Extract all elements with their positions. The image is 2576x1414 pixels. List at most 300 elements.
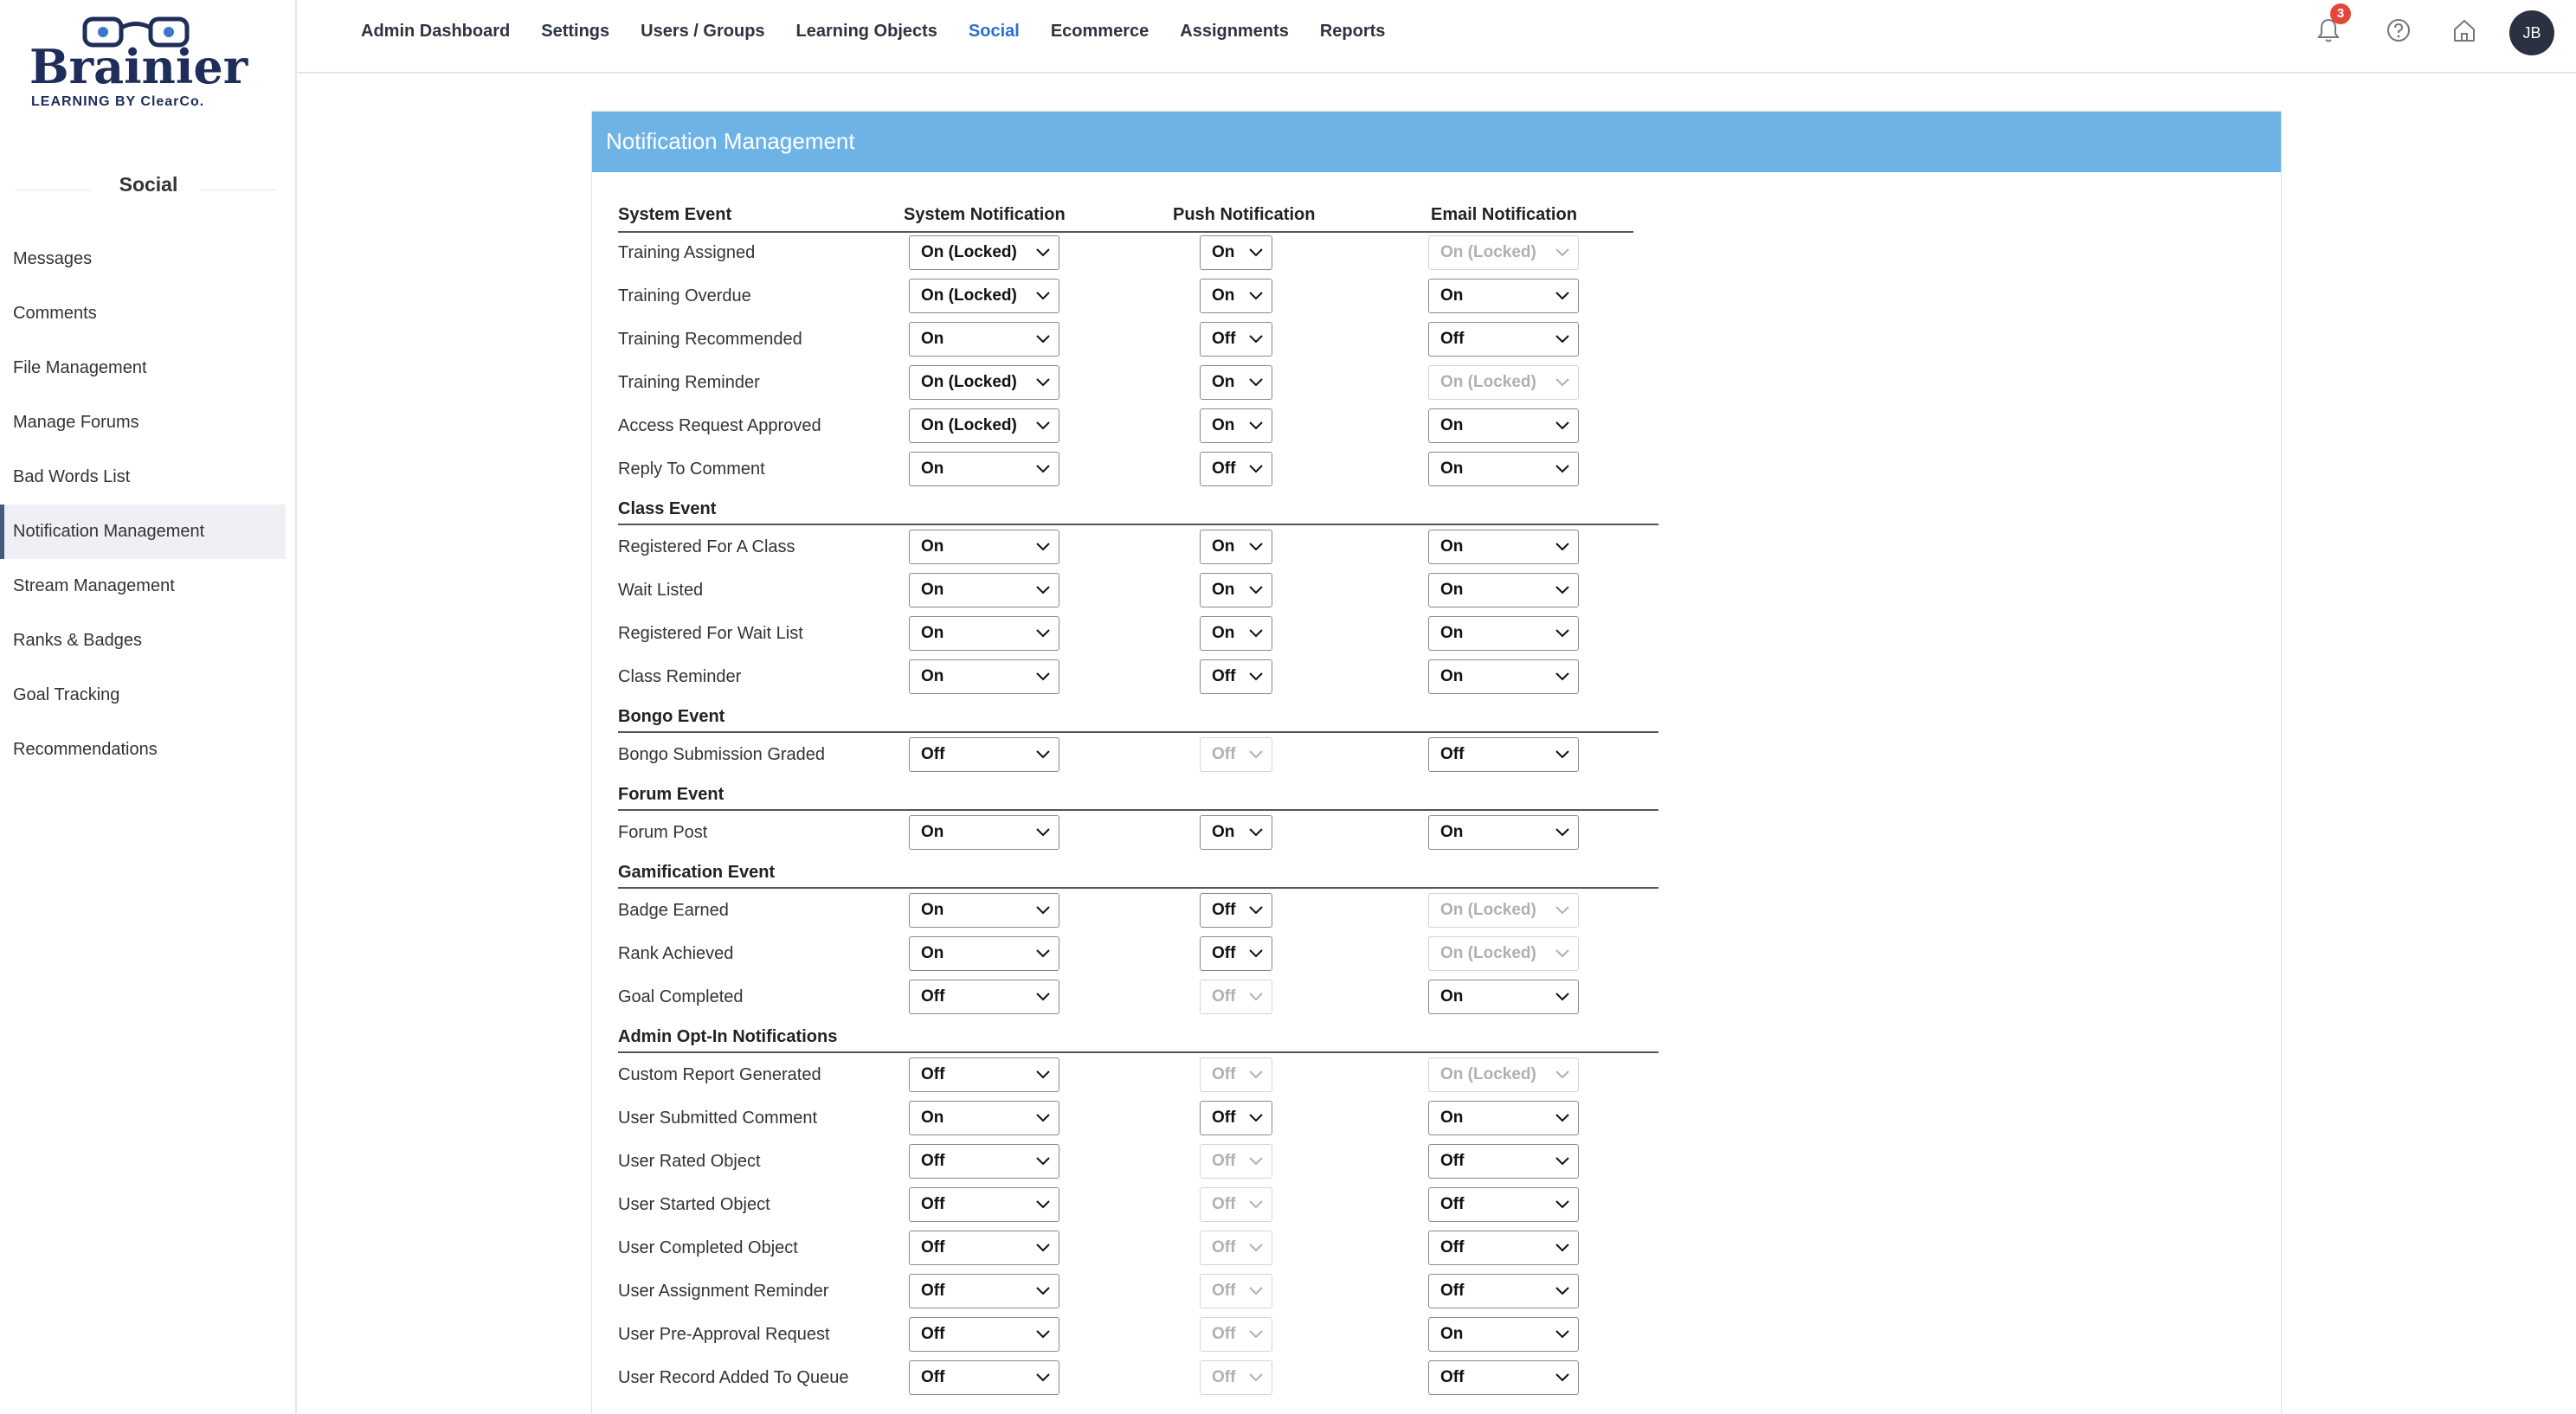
chevron-down-icon [1249, 1199, 1263, 1209]
select-value: On [1440, 823, 1464, 841]
select-value: On [1212, 537, 1235, 556]
chevron-down-icon [1249, 827, 1263, 837]
brand-tagline: LEARNING BY ClearCo. [31, 94, 205, 109]
system-notification-select[interactable] [909, 322, 1059, 357]
event-name: Training Recommended [618, 330, 802, 349]
select-value: On [921, 460, 944, 478]
chevron-down-icon [1555, 291, 1569, 300]
push-notification-select[interactable] [1200, 452, 1272, 486]
table-row [618, 811, 1700, 854]
system-notification-select[interactable] [909, 1144, 1059, 1179]
chevron-down-icon [1249, 247, 1263, 257]
nav-link-settings[interactable]: Settings [541, 21, 610, 41]
chevron-down-icon [1249, 672, 1263, 681]
table-row [618, 1313, 1700, 1356]
sidebar-item-notification-management[interactable]: Notification Management [0, 505, 286, 559]
select-value: Off [1440, 1368, 1465, 1386]
push-notification-select [1200, 1317, 1272, 1352]
table-row [618, 733, 1700, 776]
select-value: Off [1212, 944, 1236, 962]
chevron-down-icon [1555, 377, 1569, 387]
sidebar-item-comments[interactable]: Comments [13, 304, 97, 323]
push-notification-select[interactable] [1200, 893, 1272, 928]
push-notification-select[interactable] [1200, 530, 1272, 564]
system-notification-select[interactable] [909, 1231, 1059, 1265]
select-value: On [1440, 1109, 1464, 1127]
select-value: On (Locked) [1440, 901, 1536, 919]
select-value: On [921, 901, 944, 919]
section-label: Bongo Event [618, 707, 725, 726]
chevron-down-icon [1036, 1329, 1050, 1339]
table-body [618, 231, 1700, 1399]
section-label: Gamification Event [618, 863, 776, 882]
chevron-down-icon [1036, 1243, 1050, 1252]
table-header [618, 205, 1700, 231]
table-row [618, 1269, 1700, 1313]
system-notification-select[interactable] [909, 530, 1059, 564]
event-name: Registered For A Class [618, 537, 795, 556]
table-row [618, 1226, 1700, 1269]
chevron-down-icon [1036, 334, 1050, 344]
push-notification-select[interactable] [1200, 1101, 1272, 1135]
email-notification-select [1428, 365, 1579, 400]
top-navigation [297, 0, 2576, 74]
section-class-event [618, 491, 1700, 525]
chevron-down-icon [1249, 1156, 1263, 1166]
select-value: Off [1440, 1195, 1465, 1213]
table-row [618, 1140, 1700, 1183]
select-value: On [1212, 373, 1235, 391]
push-notification-select[interactable] [1200, 322, 1272, 357]
event-name: User Started Object [618, 1195, 770, 1214]
sidebar-item-file-management[interactable]: File Management [13, 358, 147, 377]
chevron-down-icon [1249, 291, 1263, 300]
chevron-down-icon [1249, 905, 1263, 915]
select-value: Off [1212, 1368, 1236, 1386]
email-notification-select[interactable] [1428, 279, 1579, 313]
select-value: On [1440, 286, 1464, 305]
select-value: Off [1440, 330, 1465, 348]
nav-link-admin-dashboard[interactable]: Admin Dashboard [361, 21, 511, 41]
select-value: Off [1212, 1238, 1236, 1257]
help-icon[interactable] [2384, 16, 2413, 45]
email-notification-select [1428, 235, 1579, 270]
section-bongo-event [618, 698, 1700, 733]
sidebar [0, 0, 297, 1414]
chevron-down-icon [1555, 1113, 1569, 1122]
chevron-down-icon [1036, 1113, 1050, 1122]
select-value: Off [1212, 745, 1236, 763]
system-notification-select[interactable] [909, 936, 1059, 971]
email-notification-select[interactable] [1428, 1317, 1579, 1352]
chevron-down-icon [1036, 247, 1050, 257]
chevron-down-icon [1555, 542, 1569, 551]
sidebar-item-messages[interactable]: Messages [13, 249, 93, 268]
sidebar-item-bad-words-list[interactable]: Bad Words List [13, 467, 131, 486]
select-value: On [1440, 581, 1464, 599]
system-notification-select[interactable] [909, 1360, 1059, 1395]
select-value: On (Locked) [921, 243, 1017, 261]
sidebar-item-goal-tracking[interactable]: Goal Tracking [13, 685, 120, 704]
chevron-down-icon [1249, 585, 1263, 595]
nav-link-ecommerce[interactable]: Ecommerce [1050, 21, 1150, 41]
select-value: On (Locked) [921, 286, 1017, 305]
select-value: On (Locked) [1440, 373, 1536, 391]
select-value: On [921, 581, 944, 599]
email-notification-select[interactable] [1428, 815, 1579, 850]
select-value: On [1212, 416, 1235, 434]
select-value: On [1440, 460, 1464, 478]
select-value: On [1212, 823, 1235, 841]
select-value: On [1440, 416, 1464, 434]
select-value: Off [921, 1282, 945, 1300]
section-label: Admin Opt-In Notifications [618, 1027, 838, 1046]
select-value: Off [1212, 667, 1236, 685]
push-notification-select [1200, 1274, 1272, 1308]
push-notification-select [1200, 1231, 1272, 1265]
select-value: Off [1212, 1152, 1236, 1170]
email-notification-select[interactable] [1428, 1231, 1579, 1265]
system-notification-select[interactable] [909, 365, 1059, 400]
table-row [618, 1053, 1700, 1096]
chevron-down-icon [1555, 905, 1569, 915]
event-name: Training Assigned [618, 243, 756, 262]
push-notification-select [1200, 1360, 1272, 1395]
chevron-down-icon [1036, 1286, 1050, 1295]
push-notification-select[interactable] [1200, 408, 1272, 443]
chevron-down-icon [1555, 749, 1569, 759]
user-avatar[interactable]: JB [2509, 10, 2554, 55]
system-notification-select[interactable] [909, 659, 1059, 694]
notification-table [618, 205, 1700, 1399]
chevron-down-icon [1555, 334, 1569, 344]
panel-header [592, 112, 2281, 172]
chevron-down-icon [1249, 464, 1263, 473]
select-value: Off [1440, 1152, 1465, 1170]
chevron-down-icon [1555, 628, 1569, 638]
table-row [618, 274, 1700, 318]
table-row [618, 655, 1700, 698]
event-name: Reply To Comment [618, 460, 765, 479]
event-name: Bongo Submission Graded [618, 745, 826, 764]
nav-link-learning-objects[interactable]: Learning Objects [795, 21, 937, 41]
chevron-down-icon [1249, 1372, 1263, 1382]
header-email-notification: Email Notification [1431, 205, 1577, 224]
sidebar-item-ranks-badges[interactable]: Ranks & Badges [13, 631, 142, 650]
select-value: On (Locked) [1440, 944, 1536, 962]
email-notification-select[interactable] [1428, 1360, 1579, 1395]
chevron-down-icon [1249, 1243, 1263, 1252]
chevron-down-icon [1555, 464, 1569, 473]
push-notification-select[interactable] [1200, 616, 1272, 651]
select-value: Off [1212, 901, 1236, 919]
system-notification-select[interactable] [909, 235, 1059, 270]
select-value: Off [1212, 987, 1236, 1006]
system-notification-select[interactable] [909, 452, 1059, 486]
event-name: User Completed Object [618, 1238, 798, 1257]
table-row [618, 975, 1700, 1019]
push-notification-select [1200, 1057, 1272, 1092]
header-push-notification: Push Notification [1173, 205, 1316, 224]
select-value: On [1212, 581, 1235, 599]
chevron-down-icon [1249, 1286, 1263, 1295]
event-name: Access Request Approved [618, 416, 821, 435]
select-value: Off [1440, 745, 1465, 763]
select-value: Off [1212, 1109, 1236, 1127]
push-notification-select [1200, 1187, 1272, 1222]
select-value: On (Locked) [1440, 1065, 1536, 1083]
select-value: On (Locked) [1440, 243, 1536, 261]
chevron-down-icon [1555, 1199, 1569, 1209]
push-notification-select[interactable] [1200, 573, 1272, 607]
push-notification-select[interactable] [1200, 235, 1272, 270]
system-notification-select[interactable] [909, 737, 1059, 772]
system-notification-select[interactable] [909, 1317, 1059, 1352]
chevron-down-icon [1036, 672, 1050, 681]
chevron-down-icon [1555, 672, 1569, 681]
chevron-down-icon [1249, 749, 1263, 759]
select-value: Off [921, 1368, 945, 1386]
event-name: User Record Added To Queue [618, 1368, 849, 1387]
chevron-down-icon [1036, 291, 1050, 300]
nav-link-social[interactable]: Social [968, 21, 1020, 41]
select-value: Off [921, 1195, 945, 1213]
table-row [618, 612, 1700, 655]
table-row [618, 1356, 1700, 1399]
chevron-down-icon [1555, 1070, 1569, 1079]
push-notification-select [1200, 737, 1272, 772]
event-name: Forum Post [618, 823, 708, 842]
section-gamification-event [618, 854, 1700, 889]
system-notification-select[interactable] [909, 1101, 1059, 1135]
push-notification-select [1200, 1144, 1272, 1179]
chevron-down-icon [1036, 421, 1050, 430]
select-value: On [1440, 987, 1464, 1006]
select-value: Off [921, 1152, 945, 1170]
system-notification-select[interactable] [909, 1187, 1059, 1222]
select-value: Off [1212, 1282, 1236, 1300]
push-notification-select[interactable] [1200, 815, 1272, 850]
event-name: Rank Achieved [618, 944, 734, 963]
chevron-down-icon [1555, 827, 1569, 837]
email-notification-select[interactable] [1428, 322, 1579, 357]
chevron-down-icon [1249, 334, 1263, 344]
system-notification-select[interactable] [909, 573, 1059, 607]
push-notification-select[interactable] [1200, 936, 1272, 971]
select-value: On [1440, 624, 1464, 642]
event-name: User Rated Object [618, 1152, 761, 1171]
event-name: Custom Report Generated [618, 1065, 821, 1084]
email-notification-select[interactable] [1428, 1101, 1579, 1135]
table-row [618, 361, 1700, 404]
event-name: Training Reminder [618, 373, 760, 392]
system-notification-select[interactable] [909, 893, 1059, 928]
select-value: On [921, 537, 944, 556]
select-value: Off [1212, 330, 1236, 348]
chevron-down-icon [1036, 1372, 1050, 1382]
chevron-down-icon [1036, 628, 1050, 638]
select-value: Off [921, 1238, 945, 1257]
email-notification-select[interactable] [1428, 1144, 1579, 1179]
system-notification-select[interactable] [909, 616, 1059, 651]
select-value: Off [1212, 460, 1236, 478]
chevron-down-icon [1555, 421, 1569, 430]
header-system-event: System Event [618, 205, 732, 224]
chevron-down-icon [1036, 827, 1050, 837]
home-icon[interactable] [2450, 16, 2479, 45]
email-notification-select[interactable] [1428, 616, 1579, 651]
chevron-down-icon [1249, 948, 1263, 958]
chevron-down-icon [1249, 377, 1263, 387]
event-name: Goal Completed [618, 987, 744, 1006]
select-value: Off [1212, 1065, 1236, 1083]
table-row [618, 932, 1700, 975]
select-value: On [921, 667, 944, 685]
event-name: User Assignment Reminder [618, 1282, 829, 1301]
select-value: Off [921, 1325, 945, 1343]
push-notification-select[interactable] [1200, 659, 1272, 694]
system-notification-select[interactable] [909, 1274, 1059, 1308]
chevron-down-icon [1555, 1243, 1569, 1252]
table-row [618, 318, 1700, 361]
sidebar-nav [0, 232, 297, 777]
email-notification-select[interactable] [1428, 530, 1579, 564]
select-value: On [921, 624, 944, 642]
chevron-down-icon [1036, 542, 1050, 551]
email-notification-select[interactable] [1428, 1274, 1579, 1308]
system-notification-select[interactable] [909, 815, 1059, 850]
panel-title: Notification Management [606, 128, 855, 154]
select-value: On (Locked) [921, 373, 1017, 391]
select-value: Off [1212, 1195, 1236, 1213]
system-notification-select[interactable] [909, 1057, 1059, 1092]
glasses-logo-icon [29, 16, 254, 112]
select-value: Off [1212, 1325, 1236, 1343]
email-notification-select [1428, 936, 1579, 971]
select-value: On [921, 1109, 944, 1127]
chevron-down-icon [1036, 377, 1050, 387]
table-row [618, 889, 1700, 932]
select-value: On [921, 823, 944, 841]
push-notification-select[interactable] [1200, 279, 1272, 313]
event-name: Class Reminder [618, 667, 742, 686]
push-notification-select[interactable] [1200, 365, 1272, 400]
email-notification-select[interactable] [1428, 408, 1579, 443]
select-value: Off [1440, 1282, 1465, 1300]
select-value: On [921, 944, 944, 962]
email-notification-select[interactable] [1428, 573, 1579, 607]
event-name: Wait Listed [618, 581, 704, 600]
chevron-down-icon [1036, 585, 1050, 595]
chevron-down-icon [1555, 1329, 1569, 1339]
nav-link-reports[interactable]: Reports [1319, 21, 1386, 41]
chevron-down-icon [1249, 421, 1263, 430]
table-row [618, 1096, 1700, 1140]
sidebar-title [0, 173, 297, 199]
select-value: Off [921, 987, 945, 1006]
chevron-down-icon [1555, 1156, 1569, 1166]
chevron-down-icon [1555, 1286, 1569, 1295]
chevron-down-icon [1036, 948, 1050, 958]
email-notification-select[interactable] [1428, 737, 1579, 772]
header-system-notification: System Notification [904, 205, 1066, 224]
table-row [618, 231, 1700, 274]
brand-logo[interactable] [29, 16, 254, 112]
event-name: User Submitted Comment [618, 1109, 818, 1128]
table-row [618, 569, 1700, 612]
chevron-down-icon [1555, 585, 1569, 595]
system-notification-select[interactable] [909, 980, 1059, 1014]
select-value: On [1212, 286, 1235, 305]
chevron-down-icon [1555, 992, 1569, 1001]
chevron-down-icon [1555, 948, 1569, 958]
email-notification-select[interactable] [1428, 980, 1579, 1014]
email-notification-select[interactable] [1428, 1187, 1579, 1222]
table-row [618, 447, 1700, 491]
chevron-down-icon [1036, 749, 1050, 759]
system-notification-select[interactable] [909, 279, 1059, 313]
table-row [618, 404, 1700, 447]
select-value: Off [921, 1065, 945, 1083]
select-value: Off [1440, 1238, 1465, 1257]
chevron-down-icon [1036, 464, 1050, 473]
nav-link-assignments[interactable]: Assignments [1180, 21, 1289, 41]
chevron-down-icon [1036, 1070, 1050, 1079]
top-nav-links [361, 0, 1416, 62]
brand-name: Brainier [29, 39, 248, 94]
event-name: User Pre-Approval Request [618, 1325, 830, 1344]
select-value: On [1440, 1325, 1464, 1343]
chevron-down-icon [1036, 905, 1050, 915]
chevron-down-icon [1036, 1156, 1050, 1166]
chevron-down-icon [1249, 1329, 1263, 1339]
sidebar-title-text: Social [119, 173, 178, 196]
table-row [618, 1183, 1700, 1226]
chevron-down-icon [1036, 1199, 1050, 1209]
system-notification-select[interactable] [909, 408, 1059, 443]
select-value: On [1440, 537, 1464, 556]
notification-count-badge: 3 [2330, 3, 2351, 24]
event-name: Badge Earned [618, 901, 729, 920]
chevron-down-icon [1249, 992, 1263, 1001]
email-notification-select[interactable] [1428, 452, 1579, 486]
event-name: Registered For Wait List [618, 624, 803, 643]
table-row [618, 525, 1700, 569]
section-admin-opt-in-notifications [618, 1019, 1700, 1053]
chevron-down-icon [1555, 247, 1569, 257]
select-value: On [1440, 667, 1464, 685]
sidebar-item-recommendations[interactable]: Recommendations [13, 740, 158, 759]
select-value: Off [921, 745, 945, 763]
section-label: Class Event [618, 499, 717, 518]
section-label: Forum Event [618, 785, 724, 804]
chevron-down-icon [1249, 542, 1263, 551]
chevron-down-icon [1555, 1372, 1569, 1382]
email-notification-select [1428, 1057, 1579, 1092]
email-notification-select[interactable] [1428, 659, 1579, 694]
select-value: On [1212, 624, 1235, 642]
chevron-down-icon [1036, 992, 1050, 1001]
push-notification-select [1200, 980, 1272, 1014]
notification-management-panel [591, 111, 2282, 1414]
nav-link-users-groups[interactable]: Users / Groups [641, 21, 765, 41]
chevron-down-icon [1249, 1113, 1263, 1122]
sidebar-item-stream-management[interactable]: Stream Management [13, 576, 175, 595]
email-notification-select [1428, 893, 1579, 928]
select-value: On [921, 330, 944, 348]
section-forum-event [618, 776, 1700, 811]
sidebar-item-manage-forums[interactable]: Manage Forums [13, 413, 139, 432]
